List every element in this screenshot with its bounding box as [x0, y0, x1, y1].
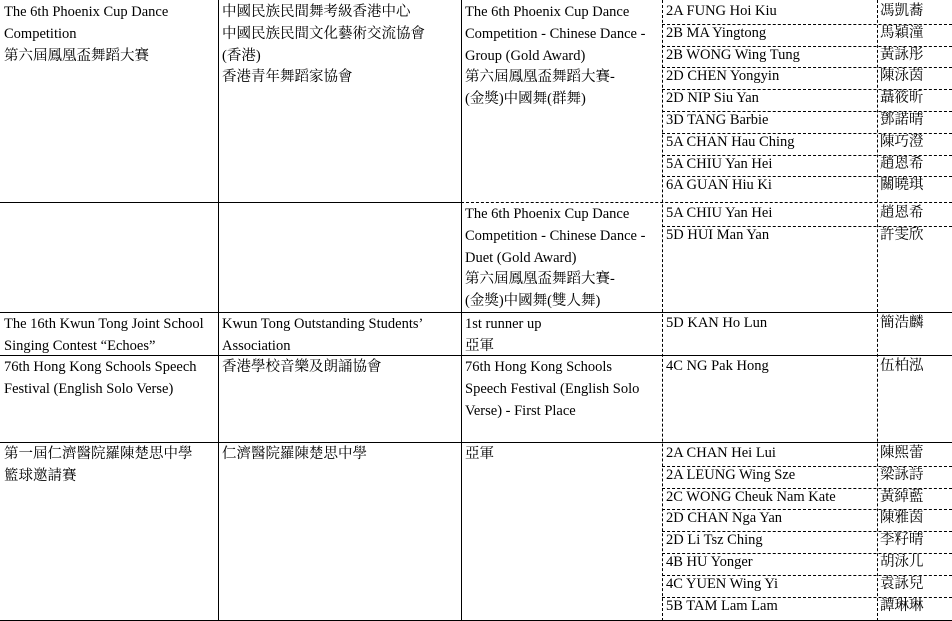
- student-chinese-name: 馮凱蕎: [880, 3, 924, 19]
- student-chinese-name: 陳雅茵: [880, 510, 924, 527]
- competition-text: 第六屆鳳凰盃舞蹈大賽: [4, 47, 149, 64]
- organizer-cell: [218, 312, 461, 360]
- student-name: 5D KAN Ho Lun: [666, 315, 768, 331]
- organizer-cell: [218, 355, 461, 381]
- student-chinese-name: 鄧諾晴: [880, 112, 924, 128]
- student-name: 4B HU Yonger: [666, 554, 753, 570]
- competition-text: Singing Contest “Echoes”: [4, 337, 156, 354]
- award-text: 第六屆鳳凰盃舞蹈大賽-: [465, 69, 615, 86]
- competition-cell: [0, 312, 218, 360]
- student-name: 5A CHAN Hau Ching: [666, 133, 795, 150]
- student-chinese-name: 趙恩希: [880, 205, 924, 221]
- student-name: 2D CHEN Yongyin: [666, 68, 780, 85]
- organizer-text: Kwun Tong Outstanding Students’: [222, 316, 424, 332]
- award-cell: [461, 355, 662, 424]
- award-text: 76th Hong Kong Schools: [465, 359, 613, 375]
- student-name: 2C WONG Cheuk Nam Kate: [666, 488, 836, 505]
- award-cell: [461, 202, 662, 315]
- award-text: 亞軍: [465, 446, 494, 462]
- award-cell: [461, 0, 662, 113]
- student-chinese-name: 陳泳茵: [880, 68, 924, 85]
- student-chinese-name: 譚琳琳: [880, 597, 924, 614]
- student-chinese-name: 馬穎潼: [880, 24, 924, 41]
- student-name: 5D HUI Man Yan: [666, 226, 770, 243]
- student-chinese-name: 許雯欣: [880, 226, 924, 243]
- student-chinese-name: 陳熙蕾: [880, 445, 924, 461]
- award-text: Group (Gold Award): [465, 47, 586, 64]
- competition-text: The 16th Kwun Tong Joint School: [4, 316, 204, 332]
- award-text: (金獎)中國舞(群舞): [465, 91, 586, 108]
- student-chinese-name: 簡浩麟: [880, 315, 924, 331]
- competition-cell: [0, 442, 218, 490]
- competition-text: The 6th Phoenix Cup Dance: [4, 4, 169, 20]
- competition-cell: [0, 202, 218, 206]
- student-chinese-name: 聶筱昕: [880, 90, 924, 107]
- award-text: 1st runner up: [465, 316, 542, 332]
- organizer-text: 香港學校音樂及朗誦協會: [222, 359, 382, 375]
- student-chinese-name: 伍柏泓: [880, 358, 924, 374]
- student-name: 2B MA Yingtong: [666, 24, 767, 41]
- organizer-text: 香港青年舞蹈家協會: [222, 69, 353, 86]
- student-name: 5A CHIU Yan Hei: [666, 155, 773, 172]
- award-text: 亞軍: [465, 337, 494, 354]
- student-name: 2B WONG Wing Tung: [666, 46, 800, 63]
- competition-text: 第一屆仁濟醫院羅陳楚思中學: [4, 446, 193, 462]
- organizer-cell: [218, 202, 461, 206]
- competition-text: Competition: [4, 25, 77, 42]
- column-divider: [662, 0, 663, 621]
- award-cell: [461, 442, 662, 468]
- student-name: 3D TANG Barbie: [666, 112, 769, 128]
- student-name: 2A LEUNG Wing Sze: [666, 466, 796, 483]
- organizer-cell: [218, 442, 461, 468]
- award-text: Verse) - First Place: [465, 402, 576, 419]
- student-chinese-name: 李籽晴: [880, 532, 924, 549]
- award-text: The 6th Phoenix Cup Dance: [465, 4, 630, 20]
- student-name: 6A GUAN Hiu Ki: [666, 177, 772, 194]
- organizer-text: 中國民族民間文化藝術交流協會: [222, 25, 425, 42]
- student-name: 4C NG Pak Hong: [666, 358, 769, 374]
- organizer-text: (香港): [222, 47, 261, 64]
- student-chinese-name: 趙恩希: [880, 155, 924, 172]
- student-chinese-name: 胡泳儿: [880, 554, 924, 570]
- award-text: Duet (Gold Award): [465, 249, 577, 266]
- award-text: 第六屆鳳凰盃舞蹈大賽-: [465, 271, 615, 288]
- award-text: Speech Festival (English Solo: [465, 380, 640, 397]
- competition-text: 76th Hong Kong Schools Speech: [4, 359, 197, 375]
- competition-text: Festival (English Solo Verse): [4, 380, 174, 397]
- award-cell: [461, 312, 662, 360]
- award-text: Competition - Chinese Dance -: [465, 25, 646, 42]
- organizer-text: Association: [222, 337, 291, 354]
- column-divider: [877, 0, 878, 621]
- student-name: 2D Li Tsz Ching: [666, 532, 763, 549]
- student-chinese-name: 關曉琪: [880, 177, 924, 194]
- competition-cell: [0, 355, 218, 403]
- student-name: 5B TAM Lam Lam: [666, 597, 778, 614]
- student-name: 2D CHAN Nga Yan: [666, 510, 783, 527]
- column-divider: [218, 0, 219, 621]
- award-text: (金獎)中國舞(雙人舞): [465, 293, 601, 310]
- student-chinese-name: 梁詠詩: [880, 466, 924, 483]
- student-name: 4C YUEN Wing Yi: [666, 575, 779, 592]
- student-chinese-name: 黃詠彤: [880, 46, 924, 63]
- student-name: 2A FUNG Hoi Kiu: [666, 3, 777, 19]
- competition-cell: [0, 0, 218, 69]
- student-name: 2A CHAN Hei Lui: [666, 445, 776, 461]
- student-chinese-name: 黃綽藍: [880, 488, 924, 505]
- student-name: 2D NIP Siu Yan: [666, 90, 759, 107]
- organizer-cell: [218, 0, 461, 91]
- student-chinese-name: 袁詠兒: [880, 575, 924, 592]
- competition-text: 籃球邀請賽: [4, 467, 77, 484]
- organizer-text: 中國民族民間舞考級香港中心: [222, 4, 411, 20]
- student-chinese-name: 陳巧澄: [880, 133, 924, 150]
- organizer-text: 仁濟醫院羅陳楚思中學: [222, 446, 367, 462]
- award-text: The 6th Phoenix Cup Dance: [465, 206, 630, 222]
- student-name: 5A CHIU Yan Hei: [666, 205, 773, 221]
- award-text: Competition - Chinese Dance -: [465, 227, 646, 244]
